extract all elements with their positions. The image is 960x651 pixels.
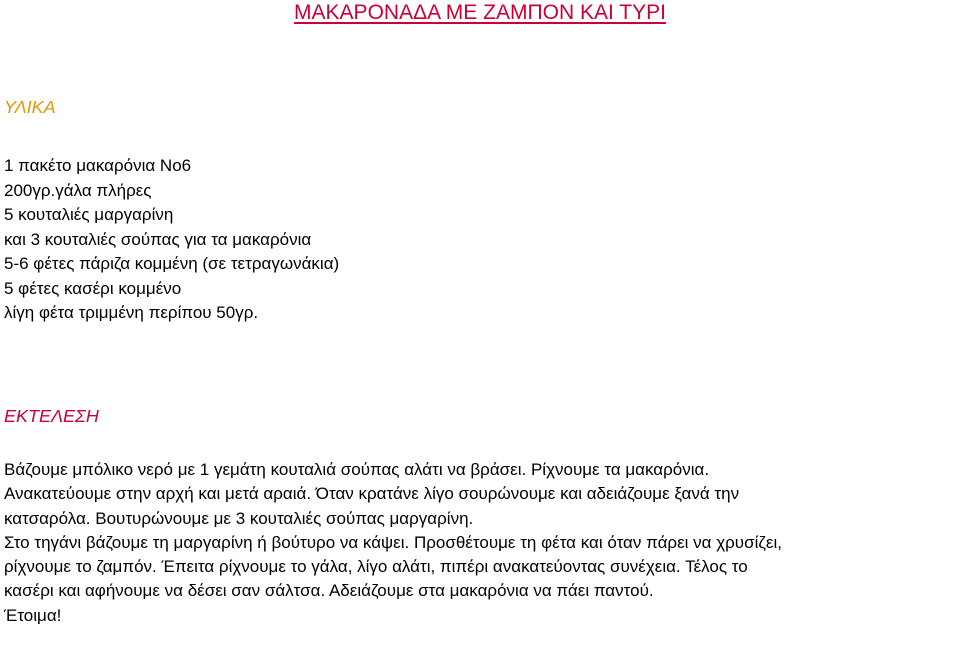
ingredient-item: 1 πακέτο μακαρόνια Νο6 (4, 156, 192, 175)
method-line: Έτοιμα! (4, 605, 62, 625)
method-line: Βάζουμε μπόλικο νερό με 1 γεμάτη κουταλιά σούπας αλάτι να βράσει. Ρίχνουμε τα μακαρόνια. (4, 460, 710, 479)
method-line: Στο τηγάνι βάζουμε τη μαργαρίνη ή βούτυρο να κάψει. Προσθέτουμε τη φέτα και όταν πάρει να χρυσίζει, (4, 532, 782, 552)
method-text (4, 458, 960, 628)
method-line: κασέρι και αφήνουμε να δέσει σαν σάλτσα. Αδειάζουμε στα μακαρόνια να πάει παντού. (4, 581, 654, 601)
ingredient-item: λίγη φέτα τριμμένη περίπου 50γρ. (4, 303, 259, 322)
method-line: κατσαρόλα. Βουτυρώνουμε με 3 κουταλιές σούπας μαργαρίνη. (4, 508, 474, 528)
page-title: ΜΑΚΑΡΟΝΑΔΑ ΜΕ ΖΑΜΠΟΝ ΚΑΙ ΤΥΡΙ (294, 1, 666, 24)
method-heading: ΕΚΤΕΛΕΣΗ (4, 406, 99, 426)
method-line: ρίχνουμε το ζαμπόν. Έπειτα ρίχνουμε το γάλα, λίγο αλάτι, πιπέρι ανακατεύοντας συνέχεια. Τέλος το (4, 557, 748, 577)
ingredients-heading: ΥΛΙΚΑ (4, 97, 56, 117)
ingredient-item: 5-6 φέτες πάριζα κομμένη (σε τετραγωνάκια) (4, 254, 340, 273)
ingredient-item: 5 κουταλιές μαργαρίνη (4, 205, 174, 224)
method-line: Ανακατεύουμε στην αρχή και μετά αραιά. Όταν κρατάνε λίγο σουρώνουμε και αδειάζουμε ξανά την (4, 484, 740, 504)
ingredient-item: και 3 κουταλιές σούπας για τα μακαρόνια (4, 229, 312, 249)
ingredient-item: 5 φέτες κασέρι κομμένο (4, 278, 182, 298)
ingredient-item: 200γρ.γάλα πλήρες (4, 180, 152, 200)
ingredients-list (4, 154, 339, 326)
